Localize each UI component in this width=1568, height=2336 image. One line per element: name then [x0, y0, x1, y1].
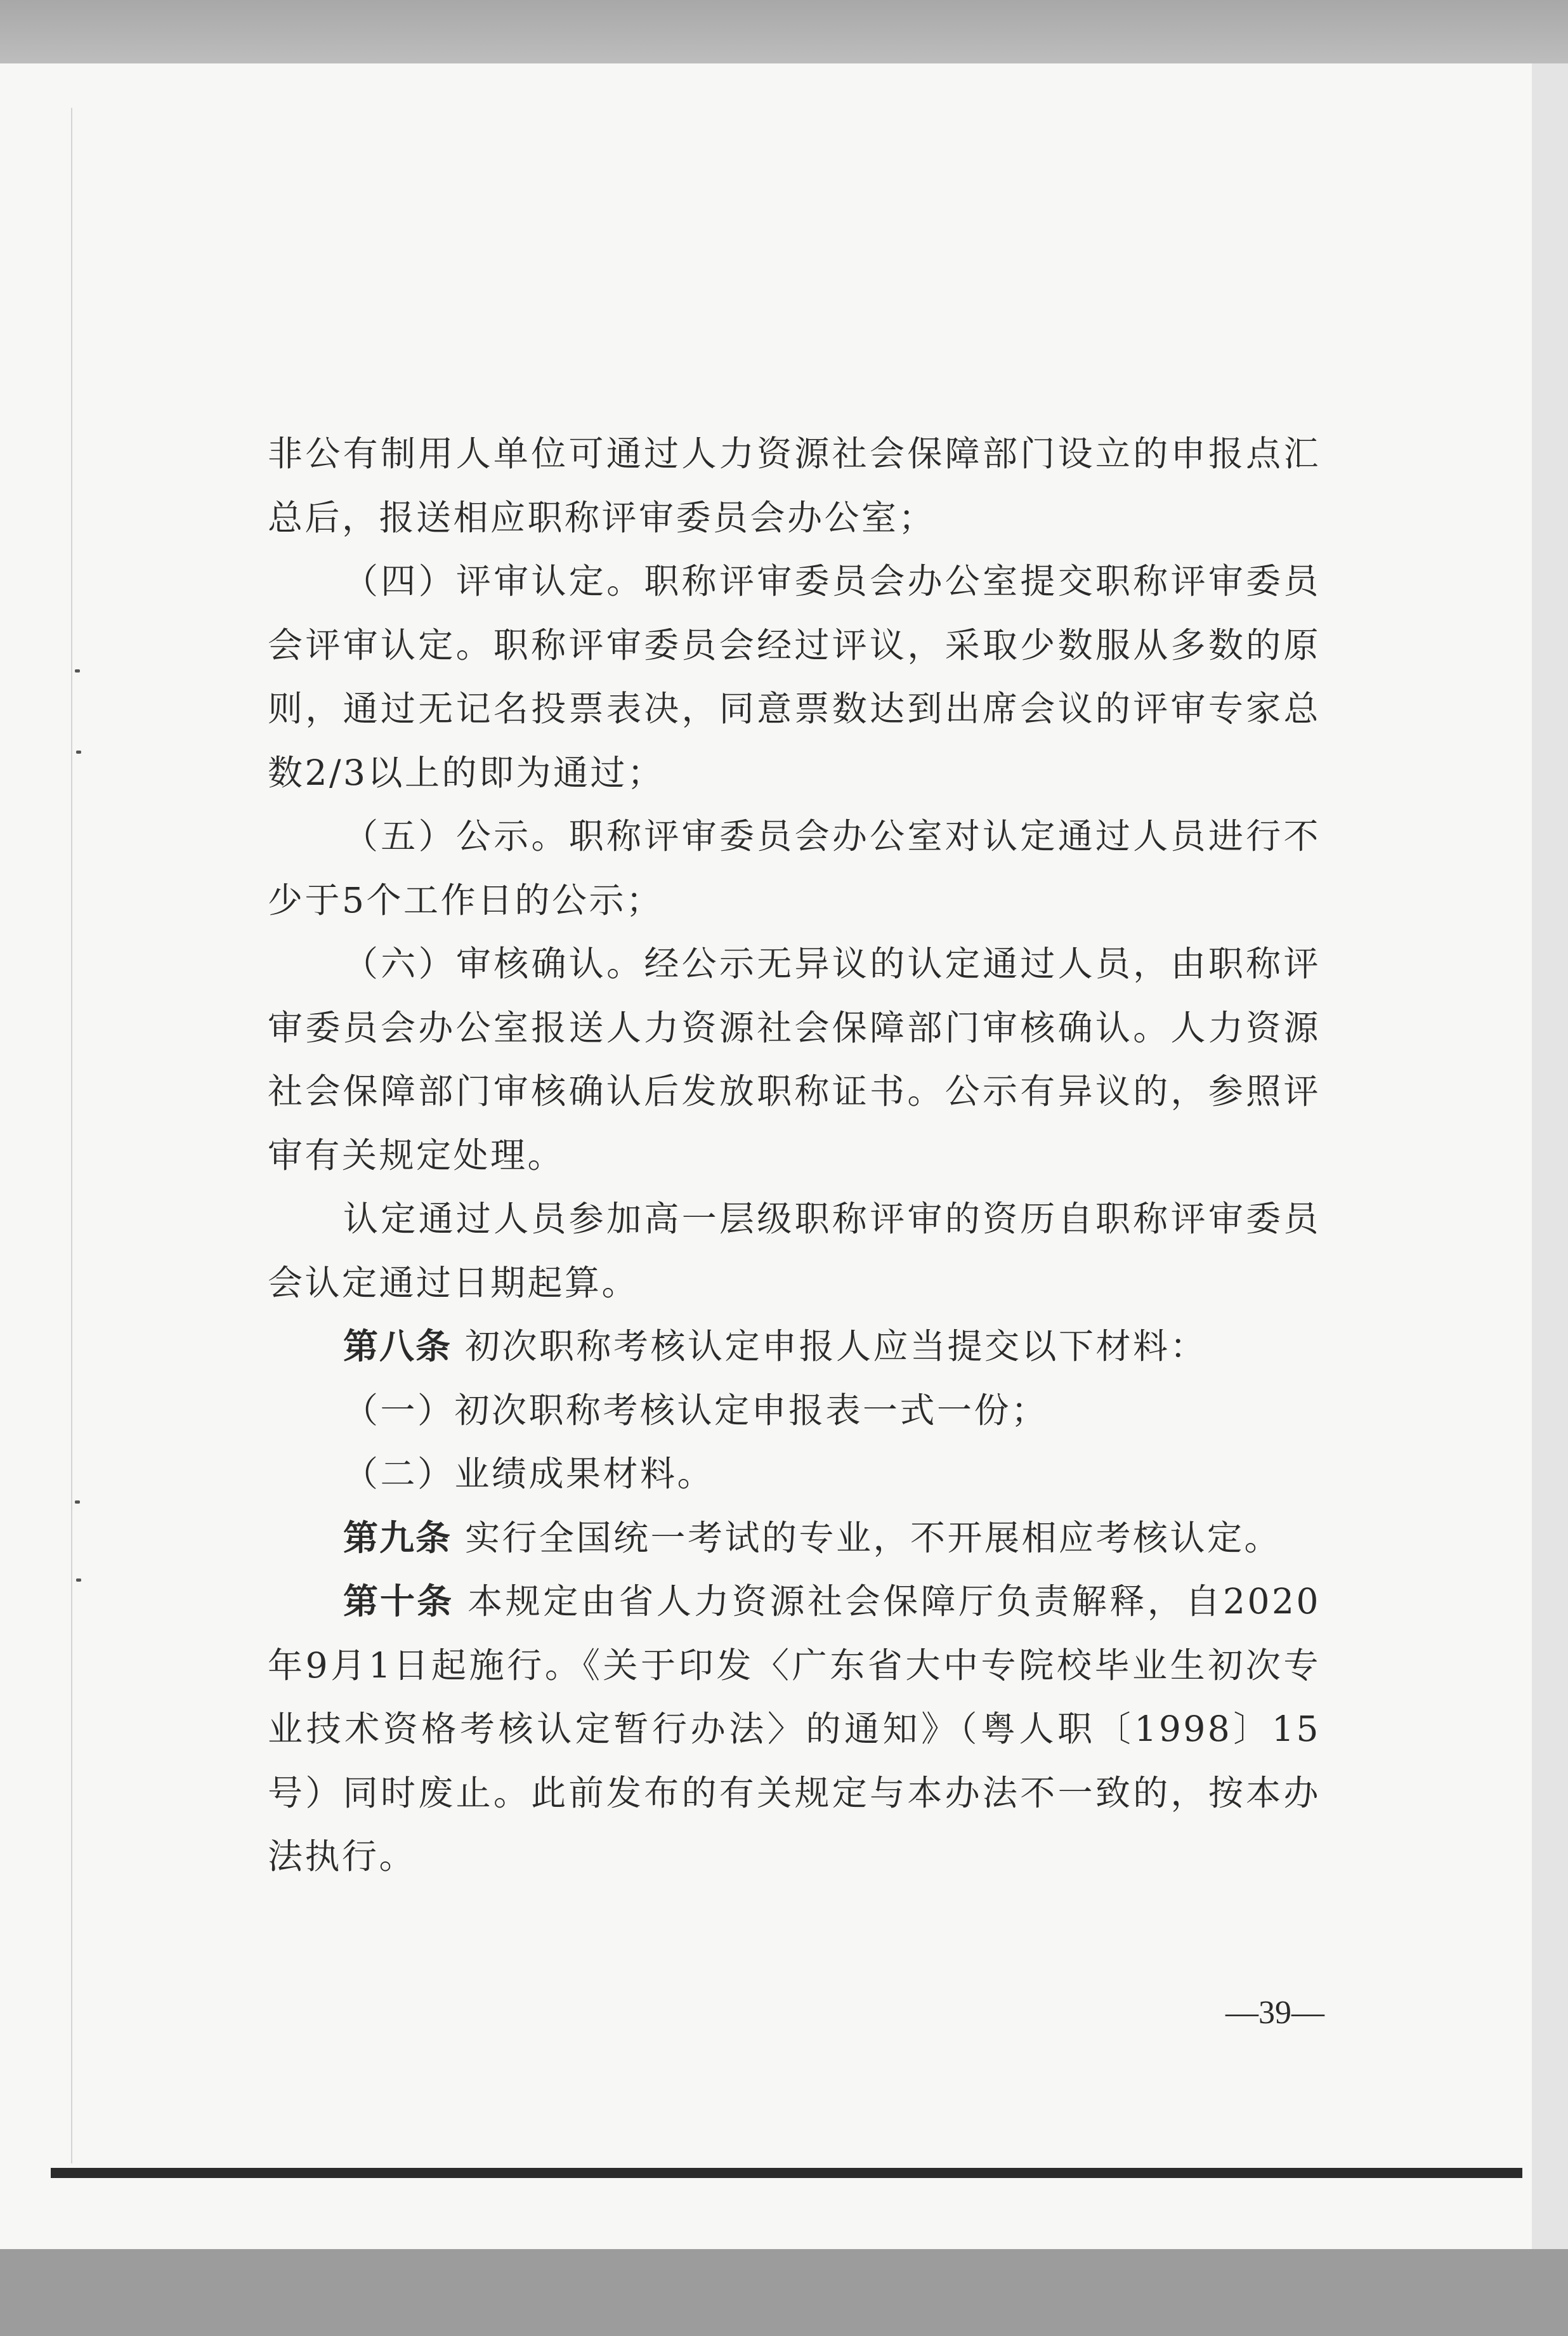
paragraph-continuation: 非公有制用人单位可通过人力资源社会保障部门设立的申报点汇总后，报送相应职称评审委员会办公室；: [268, 433, 1321, 538]
paragraph-qualification-date: 认定通过人员参加高一层级职称评审的资历自职称评审委员会认定通过日期起算。: [268, 1198, 1321, 1303]
binding-margin-line: [71, 108, 72, 2163]
article-9: [268, 1506, 1321, 1570]
article-8-text: 初次职称考核认定申报人应当提交以下材料：: [452, 1326, 1207, 1367]
footer-rule: [51, 2168, 1522, 2178]
article-9-title: 第九条: [343, 1517, 452, 1558]
scan-bottom-band: [0, 2249, 1568, 2336]
material-item-1: （一）初次职称考核认定申报表一式一份；: [343, 1389, 1049, 1431]
article-8: [268, 1315, 1321, 1379]
scan-top-band: [0, 0, 1568, 63]
scan-speck: [75, 1500, 80, 1504]
article-10-text: 本规定由省人力资源社会保障厅负责解释，自2020年9月1日起施行。《关于印发〈广东省大中专院校毕业生初次专业技术资格考核认定暂行办法〉的通知》（粤人职〔1998〕15号）同时废止。此前发布的有关规定与本办法不一致的，按本办法执行。: [268, 1581, 1321, 1877]
article-8-title: 第八条: [343, 1326, 452, 1367]
scan-speck: [76, 751, 81, 754]
body-text: [268, 422, 1321, 1889]
paragraph-public-notice: （五）公示。职称评审委员会办公室对认定通过人员进行不少于5个工作日的公示；: [268, 816, 1321, 921]
scan-speck: [76, 1578, 81, 1582]
article-10: [268, 1570, 1321, 1889]
article-10-title: 第十条: [343, 1581, 454, 1622]
paragraph-review-approval: （四）评审认定。职称评审委员会办公室提交职称评审委员会评审认定。职称评审委员会经过评议，采取少数服从多数的原则，通过无记名投票表决，同意票数达到出席会议的评审专家总数2/3以上的即为通过；: [268, 561, 1321, 793]
page-number: —39—: [1225, 1995, 1324, 2031]
article-9-text: 实行全国统一考试的专业，不开展相应考核认定。: [452, 1517, 1281, 1558]
material-item-2: （二）业绩成果材料。: [343, 1453, 715, 1494]
paragraph-confirmation: （六）审核确认。经公示无异议的认定通过人员，由职称评审委员会办公室报送人力资源社会保障部门审核确认。人力资源社会保障部门审核确认后发放职称证书。公示有异议的，参照评审有关规定处理。: [268, 943, 1321, 1176]
scan-right-edge: [1532, 63, 1568, 2249]
scan-speck: [75, 669, 80, 673]
